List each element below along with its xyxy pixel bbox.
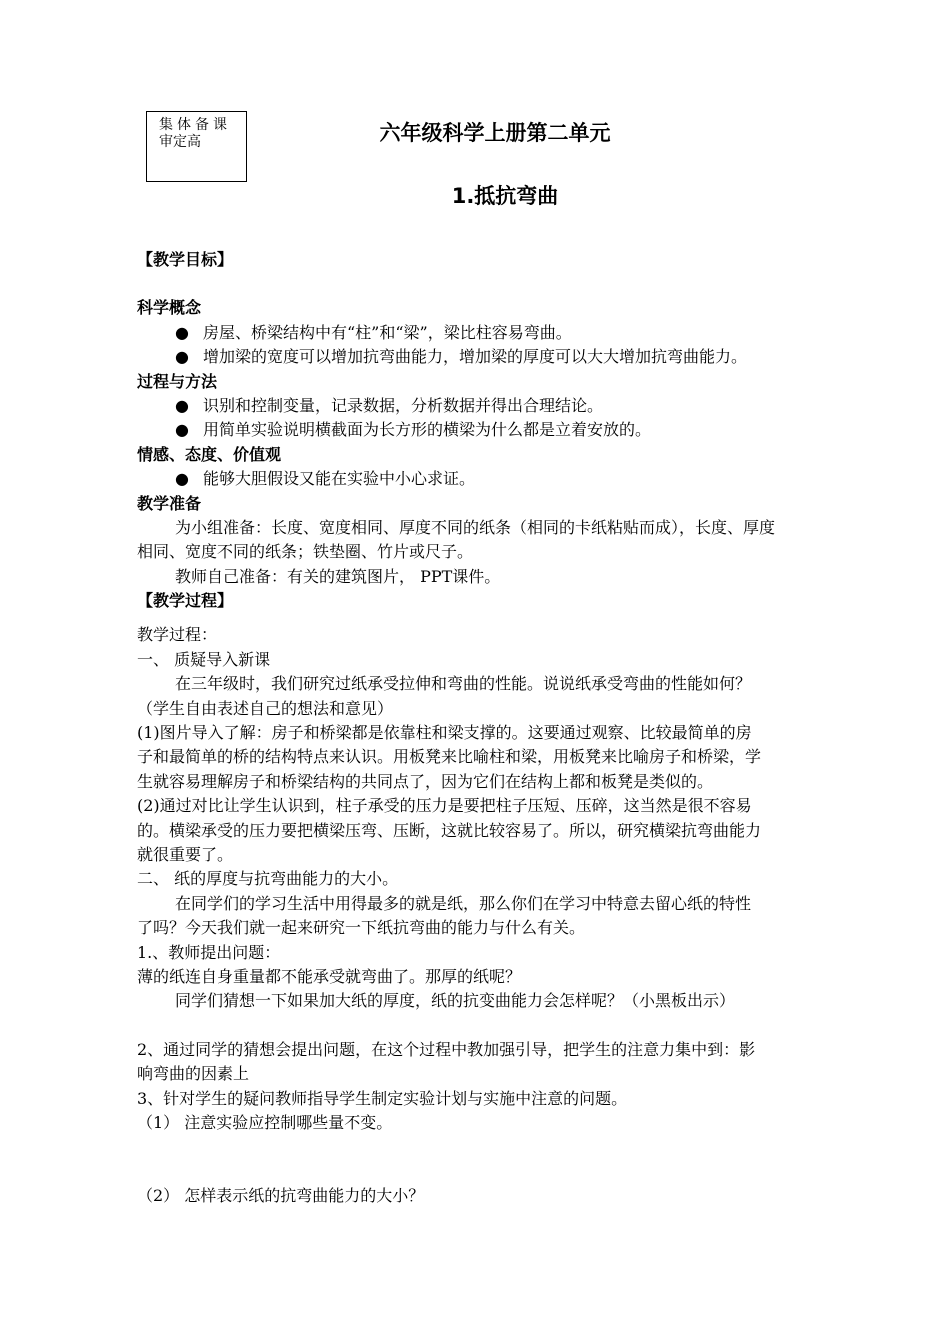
bullet-item: ● 能够大胆假设又能在实验中小心求证。 [137, 467, 862, 491]
objectives-heading: 【教学目标】 [137, 250, 234, 269]
body-line: 2、通过同学的猜想会提出问题，在这个过程中教加强引导，把学生的注意力集中到：影 [137, 1039, 756, 1059]
bullet-item: ● 增加梁的宽度可以增加抗弯曲能力，增加梁的厚度可以大大增加抗弯曲能力。 [137, 345, 862, 369]
body-line: 在同学们的学习生活中用得最多的就是纸，那么你们在学习中特意去留心纸的特性 [175, 893, 752, 913]
body-line: 生就容易理解房子和桥梁结构的共同点了，因为它们在结构上都和板凳是类似的。 [137, 771, 714, 791]
bullet-item: ● 房屋、桥梁结构中有“柱”和“梁”，梁比柱容易弯曲。 [137, 321, 862, 345]
lesson-title: 1.抵抗弯曲 [451, 184, 559, 208]
teaching-process-heading: 【教学过程】 [137, 591, 234, 611]
document-title: 六年级科学上册第二单元 [379, 121, 611, 145]
prep-line: 教师自己准备：有关的建筑图片， PPT课件。 [175, 566, 501, 586]
prep-line: 相同、宽度不同的纸条；铁垫圈、竹片或尺子。 [137, 542, 474, 562]
body-line: 二、 纸的厚度与抗弯曲能力的大小。 [137, 869, 399, 889]
body-line: （2） 怎样表示纸的抗弯曲能力的大小？ [137, 1186, 425, 1206]
attitude-heading: 情感、态度、价值观 [137, 444, 282, 464]
bullet-item: ● 用简单实验说明横截面为长方形的横梁为什么都是立着安放的。 [137, 418, 862, 442]
prep-line: 为小组准备：长度、宽度相同、厚度不同的纸条（相同的卡纸粘贴而成），长度、厚度 [175, 517, 776, 537]
document-body [137, 248, 862, 1209]
body-line: 就很重要了。 [137, 844, 234, 864]
body-line: （学生自由表述自己的想法和意见） [137, 698, 394, 718]
body-line: (2)通过对比让学生认识到，柱子承受的压力是要把柱子压短、压碎，这当然是很不容易 [137, 796, 752, 816]
body-line: 1.、教师提出问题： [137, 942, 281, 962]
bullet-dot-icon: ● [175, 420, 189, 440]
body-line: 在三年级时，我们研究过纸承受拉伸和弯曲的性能。说说纸承受弯曲的性能如何？ [175, 674, 752, 694]
body-line: 响弯曲的因素上 [137, 1064, 250, 1084]
stamp-line-2: 审定高 [159, 134, 201, 150]
body-line: 了吗？今天我们就一起来研究一下纸抗弯曲的能力与什么有关。 [137, 918, 586, 938]
body-line: (1)图片导入了解：房子和桥梁都是依靠柱和梁支撑的。这要通过观察、比较最简单的房 [137, 723, 752, 743]
body-line: 教学过程： [137, 625, 218, 645]
bullet-item: ● 识别和控制变量，记录数据，分析数据并得出合理结论。 [137, 394, 862, 418]
body-line: （1） 注意实验应控制哪些量不变。 [137, 1112, 393, 1132]
body-line: 3、针对学生的疑问教师指导学生制定实验计划与实施中注意的问题。 [137, 1088, 628, 1108]
body-line: 的。横梁承受的压力要把横梁压弯、压断，这就比较容易了。所以，研究横梁抗弯曲能力 [137, 820, 762, 840]
bullet-dot-icon: ● [175, 322, 189, 342]
body-line: 薄的纸连自身重量都不能承受就弯曲了。那厚的纸呢？ [137, 966, 522, 986]
bullet-dot-icon: ● [175, 395, 189, 415]
body-line: 同学们猜想一下如果加大纸的厚度，纸的抗变曲能力会怎样呢？（小黑板出示） [175, 991, 736, 1011]
prep-heading: 教学准备 [137, 493, 202, 513]
body-line: 子和最简单的桥的结构特点来认识。用板凳来比喻柱和梁，用板凳来比喻房子和桥梁，学 [137, 747, 762, 767]
bullet-dot-icon: ● [175, 469, 189, 489]
process-heading: 过程与方法 [137, 371, 218, 391]
concept-heading: 科学概念 [137, 298, 202, 318]
bullet-dot-icon: ● [175, 347, 189, 367]
body-line: 一、 质疑导入新课 [137, 649, 271, 669]
approval-stamp-box [146, 111, 247, 182]
teaching-process-text [137, 623, 862, 1013]
stamp-line-1: 集体备课 [159, 117, 231, 133]
